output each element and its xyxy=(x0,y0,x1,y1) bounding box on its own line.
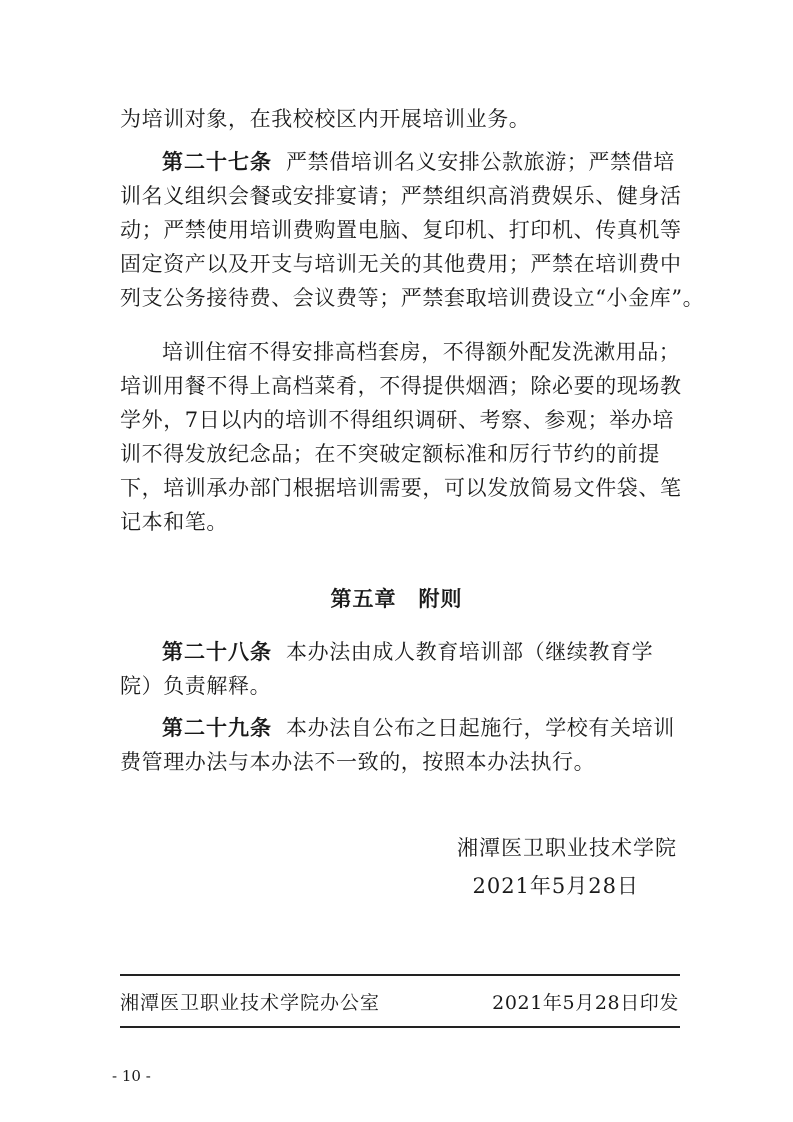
body-text: 严禁借培训名义安排公款旅游；严禁借培 xyxy=(286,150,675,174)
body-text: 本办法自公布之日起施行，学校有关培训 xyxy=(286,716,675,740)
body-text: 本办法由成人教育培训部（继续教育学 xyxy=(286,640,654,664)
footer-bottom-rule xyxy=(120,1026,680,1028)
signature-date: 2021年5月28日 xyxy=(472,874,639,898)
footer-issuer: 湘潭医卫职业技术学院办公室 xyxy=(120,992,381,1014)
article-28 xyxy=(120,638,680,666)
paragraph-continuation xyxy=(120,105,680,133)
article-27 xyxy=(120,148,680,176)
article-27-title: 第二十七条 xyxy=(162,150,272,174)
body-line: 列支公务接待费、会议费等；严禁套取培训费设立“小金库”。 xyxy=(120,286,705,310)
chapter-heading: 第五章 附则 xyxy=(330,587,463,611)
article-29-title: 第二十九条 xyxy=(162,716,272,740)
body-line: 训名义组织会餐或安排宴请；严禁组织高消费娱乐、健身活 xyxy=(120,184,682,208)
body-line: 培训住宿不得安排高档套房，不得额外配发洗漱用品； xyxy=(162,340,681,364)
signature-org: 湘潭医卫职业技术学院 xyxy=(457,836,677,860)
page-number: - 10 - xyxy=(112,1067,151,1085)
footer-issue-date: 2021年5月28日印发 xyxy=(492,992,679,1014)
body-line: 费管理办法与本办法不一致的，按照本办法执行。 xyxy=(120,750,596,774)
body-text: 为培训对象，在我校校区内开展培训业务。 xyxy=(120,107,531,131)
body-line: 动；严禁使用培训费购置电脑、复印机、打印机、传真机等 xyxy=(120,218,682,242)
article-28-title: 第二十八条 xyxy=(162,640,272,664)
body-line: 院）负责解释。 xyxy=(120,674,272,698)
body-line: 下，培训承办部门根据培训需要，可以发放简易文件袋、笔 xyxy=(120,476,682,500)
article-29 xyxy=(120,714,680,742)
body-line: 培训用餐不得上高档菜肴，不得提供烟酒；除必要的现场教 xyxy=(120,374,682,398)
body-line: 学外，7日以内的培训不得组织调研、考察、参观；举办培 xyxy=(120,408,674,432)
body-line: 记本和笔。 xyxy=(120,510,228,534)
body-line: 训不得发放纪念品；在不突破定额标准和厉行节约的前提 xyxy=(120,442,660,466)
body-line: 固定资产以及开支与培训无关的其他费用；严禁在培训费中 xyxy=(120,252,682,276)
footer-top-rule xyxy=(120,974,680,976)
